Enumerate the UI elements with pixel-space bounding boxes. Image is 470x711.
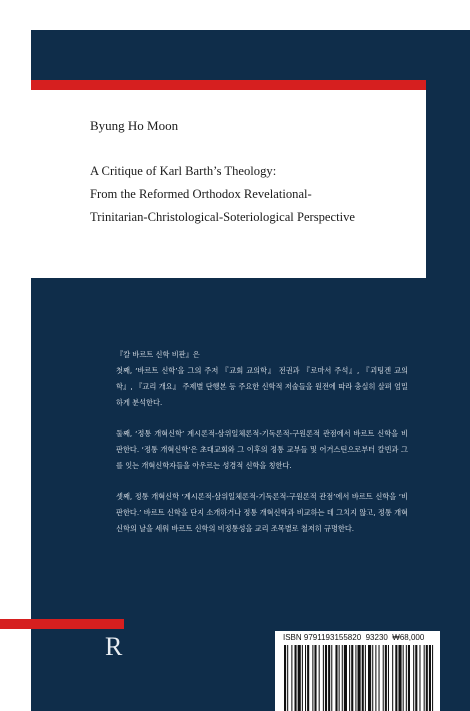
publisher-logo-icon bbox=[104, 634, 126, 658]
description-paragraph-3: 셋째, 정통 개혁신학 ‘계시론적-삼위일체론적-기독론적-구원론적 관점’에서 바르트 신학을 ‘비판한다.’ 바르트 신학을 단지 소개하거나 정통 개혁신학과 비교하는 데 그치지 않고, 정통 개혁신학의 날을 세워 바르트 신학의 비정통성을 교리 조목별로 철저히 규명한다. bbox=[116, 492, 408, 533]
bottom-red-band bbox=[0, 619, 124, 629]
description-paragraph-2: 둘째, ‘정통 개혁신학’ 계시론적-삼위일체론적-기독론적-구원론적 관점에서 바르트 신학을 비판한다. ‘정통 개혁신학’은 초대교회와 그 이후의 정통 교부들 및 어거스틴으로부터 칼빈과 그를 잇는 개혁신학자들을 아우르는 성경적 신학을 칭한다. bbox=[116, 429, 408, 470]
top-red-band bbox=[31, 80, 426, 90]
barcode-icon bbox=[284, 645, 434, 711]
author-name: Byung Ho Moon bbox=[90, 118, 179, 133]
svg-text:R: R bbox=[105, 634, 123, 658]
isbn-addon: 93230 bbox=[365, 633, 388, 642]
isbn-number: ISBN 9791193155820 bbox=[283, 633, 362, 642]
title-line-1: A Critique of Karl Barth’s Theology: bbox=[90, 164, 277, 178]
title-line-2: From the Reformed Orthodox Revelational- bbox=[90, 187, 312, 201]
book-description bbox=[116, 347, 408, 552]
description-paragraph-1: 첫째, ‘바르트 신학’을 그의 주저 『교회 교의학』 전권과 『로마서 주석』, 『괴팅겐 교의학』, 『교리 개요』 주제별 단행본 등 주요한 신학적 저술들을 원전에 따라 충실히 살펴 엄밀하게 분석한다. bbox=[116, 366, 408, 407]
book-title bbox=[90, 160, 420, 229]
description-intro: 『칼 바르트 신학 비판』은 bbox=[116, 350, 200, 359]
title-line-3: Trinitarian-Christological-Soteriological Perspective bbox=[90, 210, 355, 224]
isbn-line bbox=[283, 633, 433, 642]
book-price: ₩68,000 bbox=[392, 633, 425, 642]
